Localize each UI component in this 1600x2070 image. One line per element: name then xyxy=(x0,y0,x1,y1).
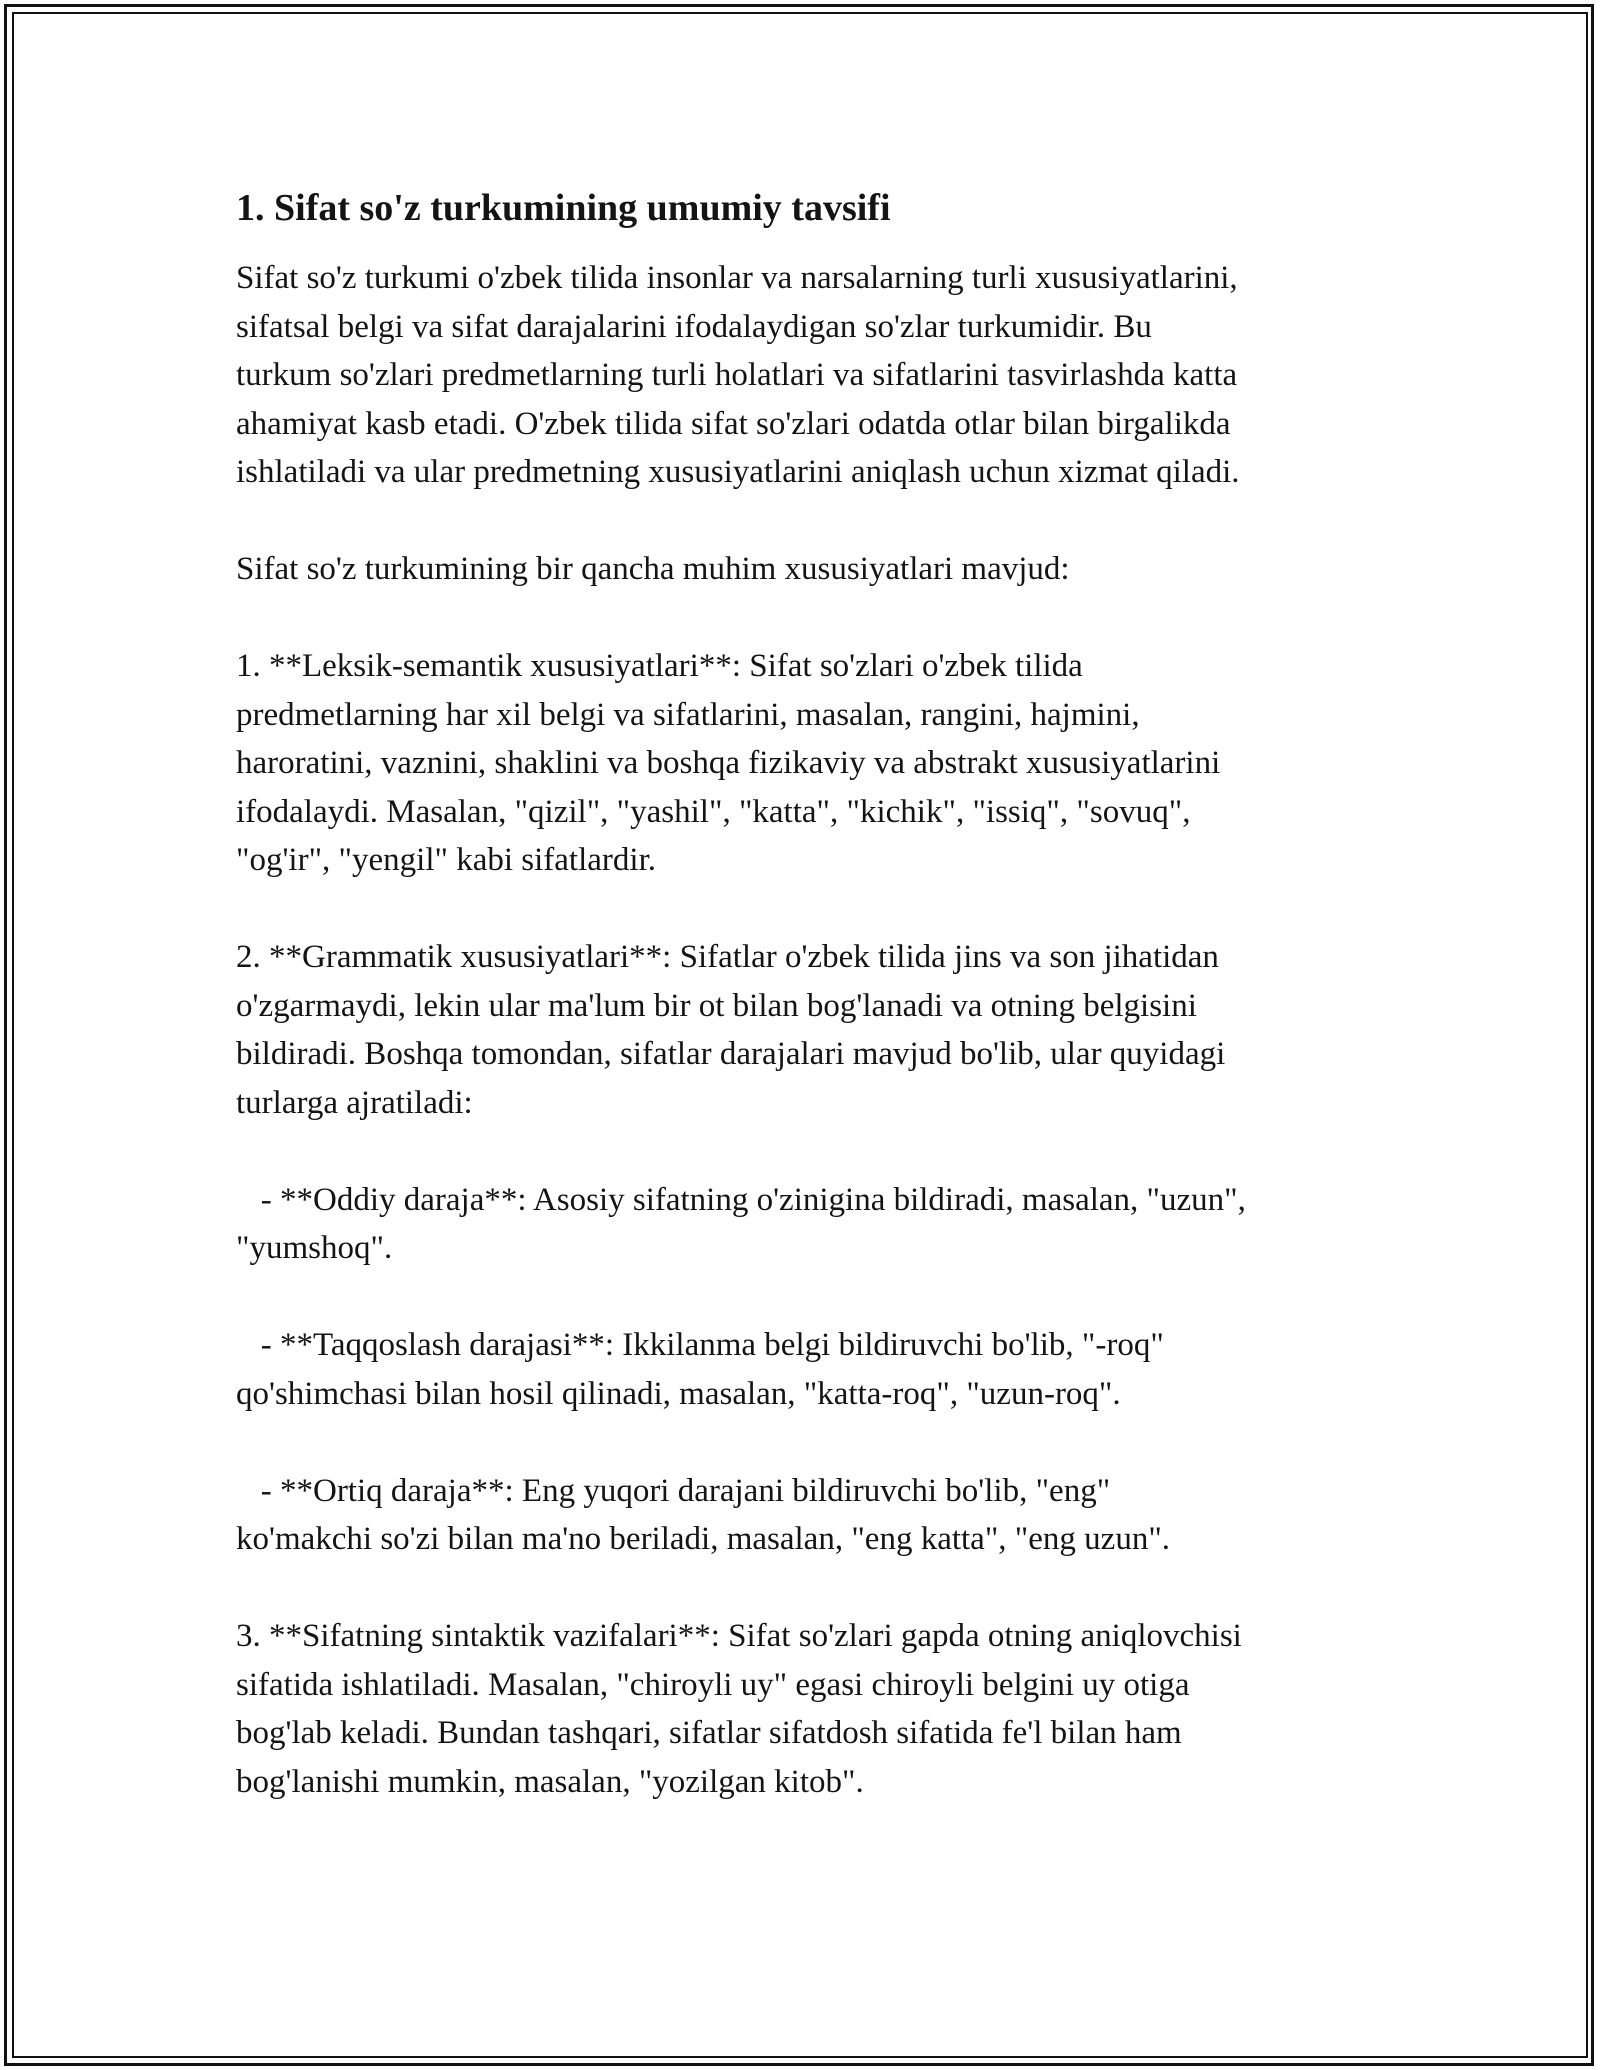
text-line: haroratini, vaznini, shaklini va boshqa fizikaviy va abstrakt xususiyatlarini xyxy=(236,745,1221,781)
text-line: turkum so'zlari predmetlarning turli holatlari va sifatlarini tasvirlashda katta xyxy=(236,357,1238,393)
paragraph-gap xyxy=(236,594,1366,643)
paragraph-gap xyxy=(236,885,1366,934)
text-line: 1. **Leksik-semantik xususiyatlari**: Sifat so'zlari o'zbek tilida xyxy=(236,648,1083,684)
paragraph-gap xyxy=(236,1127,1366,1176)
text-line: ifodalaydi. Masalan, "qizil", "yashil", "katta", "kichik", "issiq", "sovuq", xyxy=(236,793,1191,830)
text-line: qo'shimchasi bilan hosil qilinadi, masalan, "katta-roq", "uzun-roq". xyxy=(236,1375,1121,1412)
text-line: "yumshoq". xyxy=(236,1230,393,1266)
paragraph-gap xyxy=(236,1418,1366,1467)
text-line: ahamiyat kasb etadi. O'zbek tilida sifat so'zlari odatda otlar bilan birgalikda xyxy=(236,405,1231,442)
text-line: predmetlarning har xil belgi va sifatlarini, masalan, rangini, hajmini, xyxy=(236,696,1140,733)
paragraph-gap xyxy=(236,1564,1366,1613)
paragraph-gap xyxy=(236,497,1366,546)
document-body xyxy=(236,254,1366,1806)
text-line: "og'ir", "yengil" kabi sifatlardir. xyxy=(236,842,656,878)
text-line: - **Taqqoslash darajasi**: Ikkilanma belgi bildiruvchi bo'lib, "-roq" xyxy=(236,1327,1164,1363)
text-line: turlarga ajratiladi: xyxy=(236,1084,473,1121)
document-page xyxy=(236,186,1366,1806)
text-line: bildiradi. Boshqa tomondan, sifatlar darajalari mavjud bo'lib, ular quyidagi xyxy=(236,1036,1226,1072)
text-line: - **Ortiq daraja**: Eng yuqori darajani bildiruvchi bo'lib, "eng" xyxy=(236,1472,1111,1509)
text-line: sifatida ishlatiladi. Masalan, "chiroyli uy" egasi chiroyli belgini uy otiga xyxy=(236,1666,1190,1703)
text-line: sifatsal belgi va sifat darajalarini ifodalaydigan so'zlar turkumidir. Bu xyxy=(236,308,1152,345)
text-line: Sifat so'z turkumi o'zbek tilida insonlar va narsalarning turli xususiyatlarini, xyxy=(236,260,1238,296)
text-line: bog'lab keladi. Bundan tashqari, sifatlar sifatdosh sifatida fe'l bilan ham xyxy=(236,1715,1182,1751)
text-line: ishlatiladi va ular predmetning xususiyatlarini aniqlash uchun xizmat qiladi. xyxy=(236,454,1240,490)
paragraph-gap xyxy=(236,1273,1366,1322)
text-line: bog'lanishi mumkin, masalan, "yozilgan kitob". xyxy=(236,1763,864,1800)
text-line: ko'makchi so'zi bilan ma'no beriladi, masalan, "eng katta", "eng uzun". xyxy=(236,1521,1171,1557)
text-line: 2. **Grammatik xususiyatlari**: Sifatlar o'zbek tilida jins va son jihatidan xyxy=(236,939,1219,975)
text-line: 3. **Sifatning sintaktik vazifalari**: Sifat so'zlari gapda otning aniqlovchisi xyxy=(236,1618,1242,1654)
section-heading: 1. Sifat so'z turkumining umumiy tavsifi xyxy=(236,187,891,229)
text-line: o'zgarmaydi, lekin ular ma'lum bir ot bilan bog'lanadi va otning belgisini xyxy=(236,987,1197,1024)
text-line: Sifat so'z turkumining bir qancha muhim xususiyatlari mavjud: xyxy=(236,551,1070,587)
text-line: - **Oddiy daraja**: Asosiy sifatning o'zinigina bildiradi, masalan, "uzun", xyxy=(236,1181,1246,1218)
